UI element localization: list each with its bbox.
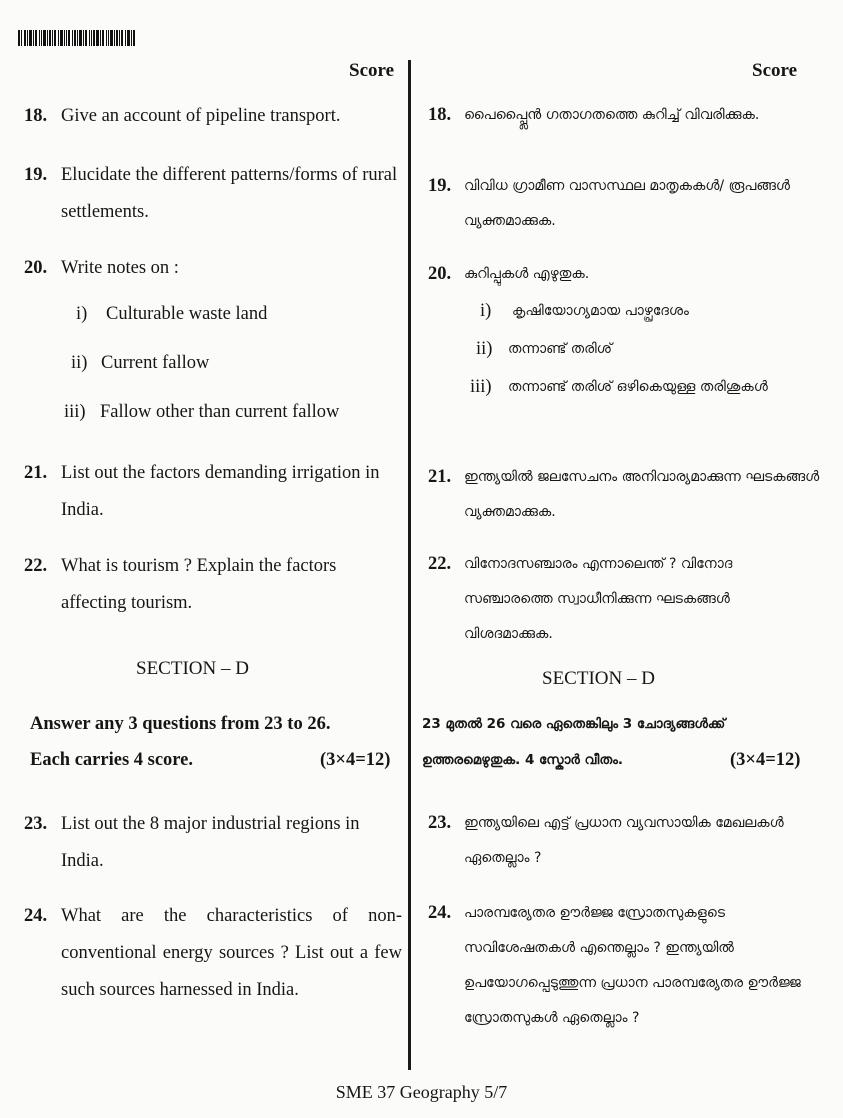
question-number: 24. xyxy=(428,903,452,923)
question-number: 19. xyxy=(428,176,452,196)
sub-item-ii-en xyxy=(71,349,396,377)
sub-item-text: Current fallow xyxy=(101,353,210,373)
question-number: 20. xyxy=(24,258,48,278)
question-number: 23. xyxy=(24,814,48,834)
sub-item-ii-ml xyxy=(476,332,816,366)
question-text: Elucidate the different patterns/forms of rural settlements. xyxy=(61,165,398,222)
instruction-line-1-ml: 23 മുതൽ 26 വരെ ഏതെങ്കിലും 3 ചോദ്യങ്ങൾക്ക് xyxy=(422,716,726,732)
question-23-ml xyxy=(428,806,823,876)
question-text: വിവിധ ഗ്രാമീണ വാസസ്ഥല മാതൃകകൾ/ രൂപങ്ങൾ വ്യക്തമാക്കുക. xyxy=(464,178,790,229)
question-text: ഇന്ത്യയിലെ എട്ട് പ്രധാന വ്യവസായിക മേഖലകൾ ഏതെല്ലാം ? xyxy=(464,815,784,866)
sub-item-number: ii) xyxy=(476,339,493,359)
instruction-line-1-en: Answer any 3 questions from 23 to 26. xyxy=(30,714,331,734)
sub-item-i-en xyxy=(76,300,396,328)
question-22-en xyxy=(24,548,402,622)
question-23-en xyxy=(24,806,402,880)
question-text: What are the characteristics of non-conventional energy sources ? List out a few such sources harnessed in India. xyxy=(61,906,402,1000)
question-22-ml xyxy=(428,547,823,652)
question-text: പാരമ്പര്യേതര ഊർജ്ജ സ്രോതസുകളുടെ സവിശേഷതകൾ എന്തെല്ലാം ? ഇന്ത്യയിൽ ഉപയോഗപ്പെടുത്തുന്ന പ്രധാന പാരമ്പര്യേതര ഊർജ്ജ സ്രോതസുകൾ ഏതെല്ലാം ? xyxy=(464,905,801,1026)
question-number: 19. xyxy=(24,165,48,185)
question-text: പൈപ്പ്ലൈൻ ഗതാഗതത്തെ കുറിച്ച് വിവരിക്കുക. xyxy=(464,107,760,123)
sub-item-number: i) xyxy=(76,304,88,324)
column-divider xyxy=(408,60,411,1070)
sub-item-number: iii) xyxy=(470,377,492,397)
sub-item-iii-en xyxy=(64,398,409,426)
question-20-en xyxy=(24,250,402,287)
sub-item-i-ml xyxy=(480,294,820,328)
marks-en: (3×4=12) xyxy=(320,750,391,770)
question-20-ml xyxy=(428,257,823,292)
question-21-en xyxy=(24,455,402,529)
question-19-ml xyxy=(428,169,823,239)
sub-item-iii-ml xyxy=(470,370,780,404)
sub-item-number: iii) xyxy=(64,402,86,422)
score-label-left: Score xyxy=(349,60,395,81)
page-footer: SME 37 Geography 5/7 xyxy=(335,1082,508,1102)
sub-item-text: തന്നാണ്ട് തരിശ് xyxy=(508,341,613,357)
question-number: 23. xyxy=(428,813,452,833)
sub-item-text: തന്നാണ്ട് തരിശ് ഒഴികെയുള്ള തരിശുകൾ xyxy=(508,379,768,395)
barcode xyxy=(18,30,136,46)
question-number: 22. xyxy=(24,556,48,576)
question-text: കുറിപ്പുകൾ എഴുതുക. xyxy=(464,266,590,282)
question-18-ml xyxy=(428,98,823,133)
sub-item-text: Fallow other than current fallow xyxy=(100,402,340,422)
question-text: List out the factors demanding irrigation in India. xyxy=(61,463,380,520)
question-number: 18. xyxy=(24,106,48,126)
question-number: 21. xyxy=(428,467,452,487)
question-number: 18. xyxy=(428,105,452,125)
question-number: 21. xyxy=(24,463,48,483)
marks-ml: (3×4=12) xyxy=(730,750,801,770)
question-number: 24. xyxy=(24,906,48,926)
question-21-ml xyxy=(428,460,823,530)
question-text: വിനോദസഞ്ചാരം എന്നാലെന്ത് ? വിനോദ സഞ്ചാരത്തെ സ്വാധീനിക്കുന്ന ഘടകങ്ങൾ വിശദമാക്കുക. xyxy=(464,556,733,642)
question-24-en xyxy=(24,898,402,1009)
instruction-line-2-en: Each carries 4 score. xyxy=(30,750,194,770)
question-number: 22. xyxy=(428,554,452,574)
sub-item-number: i) xyxy=(480,301,492,321)
question-19-en xyxy=(24,157,402,231)
question-24-ml xyxy=(428,896,823,1036)
sub-item-text: കൃഷിയോഗ്യമായ പാഴ്പ്രദേശം xyxy=(512,303,689,319)
question-text: What is tourism ? Explain the factors affecting tourism. xyxy=(61,556,337,613)
question-18-en xyxy=(24,98,402,135)
question-text: List out the 8 major industrial regions in India. xyxy=(61,814,360,871)
question-text: Write notes on : xyxy=(61,258,179,278)
question-text: Give an account of pipeline transport. xyxy=(61,106,341,126)
question-text: ഇന്ത്യയിൽ ജലസേചനം അനിവാര്യമാക്കുന്ന ഘടകങ്ങൾ വ്യക്തമാക്കുക. xyxy=(464,469,820,520)
sub-item-text: Culturable waste land xyxy=(106,304,268,324)
instruction-line-2-ml: ഉത്തരമെഴുതുക. 4 സ്കോർ വീതം. xyxy=(422,752,624,768)
question-number: 20. xyxy=(428,264,452,284)
score-label-right: Score xyxy=(752,60,798,81)
sub-item-number: ii) xyxy=(71,353,88,373)
section-heading-ml: SECTION – D xyxy=(542,668,655,689)
section-heading-en: SECTION – D xyxy=(136,658,249,679)
